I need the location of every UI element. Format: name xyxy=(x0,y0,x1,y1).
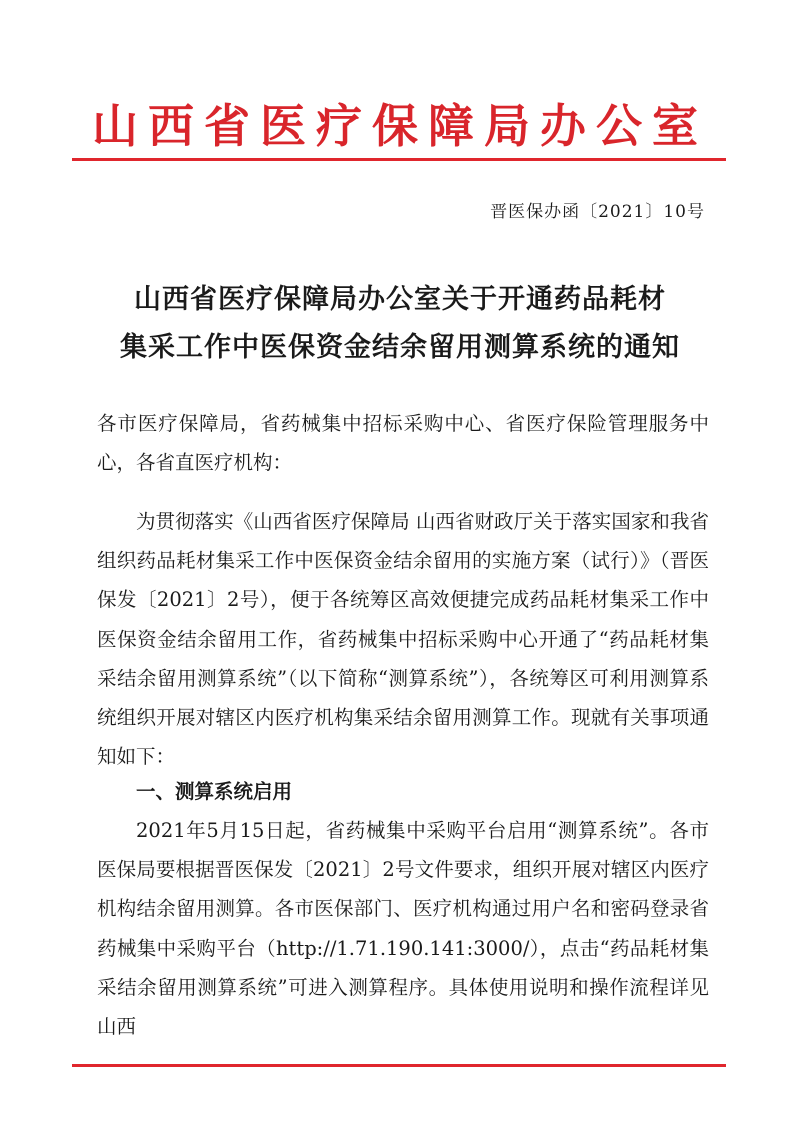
recipients-paragraph: 各市医疗保障局，省药械集中招标采购中心、省医疗保险管理服务中心，各省直医疗机构： xyxy=(97,412,709,475)
header-red-rule xyxy=(72,158,726,161)
document-title-line-1: 山西省医疗保障局办公室关于开通药品耗材 xyxy=(134,284,666,315)
body-paragraph-1: 为贯彻落实《山西省医疗保障局 山西省财政厅关于落实国家和我省组织药品耗材集采工作中医保资金结余留用的实施方案（试行）》（晋医保发〔2021〕2号），便于各统筹区高效便捷完成药品耗材集采工作中医保资金结余留用工作，省药械集中招标采购中心开通了“药品耗材集采结余留用测算系统”（以下简称“测算系统”），各统筹区可利用测算系统组织开展对辖区内医疗机构集采结余留用测算工作。现就有关事项通知如下： xyxy=(97,510,709,769)
body-paragraph-2: 2021年5月15日起，省药械集中采购平台启用“测算系统”。各市医保局要根据晋医保发〔2021〕2号文件要求，组织开展对辖区内医疗机构结余留用测算。各市医保部门、医疗机构通过用户名和密码登录省药械集中采购平台（http://1.71.190.141:3000/），点击“药品耗材集采结余留用测算系统”可进入测算程序。具体使用说明和操作流程详见山西 xyxy=(97,819,709,1039)
section-heading-1: 一、测算系统启用 xyxy=(136,780,293,803)
document-number: 晋医保办函〔2021〕10号 xyxy=(490,202,705,222)
issuing-organization-header: 山西省医疗保障局办公室 xyxy=(92,99,708,153)
document-title-line-2: 集采工作中医保资金结余留用测算系统的通知 xyxy=(120,332,680,363)
footer-red-rule xyxy=(72,1064,726,1067)
document-title xyxy=(0,276,800,372)
